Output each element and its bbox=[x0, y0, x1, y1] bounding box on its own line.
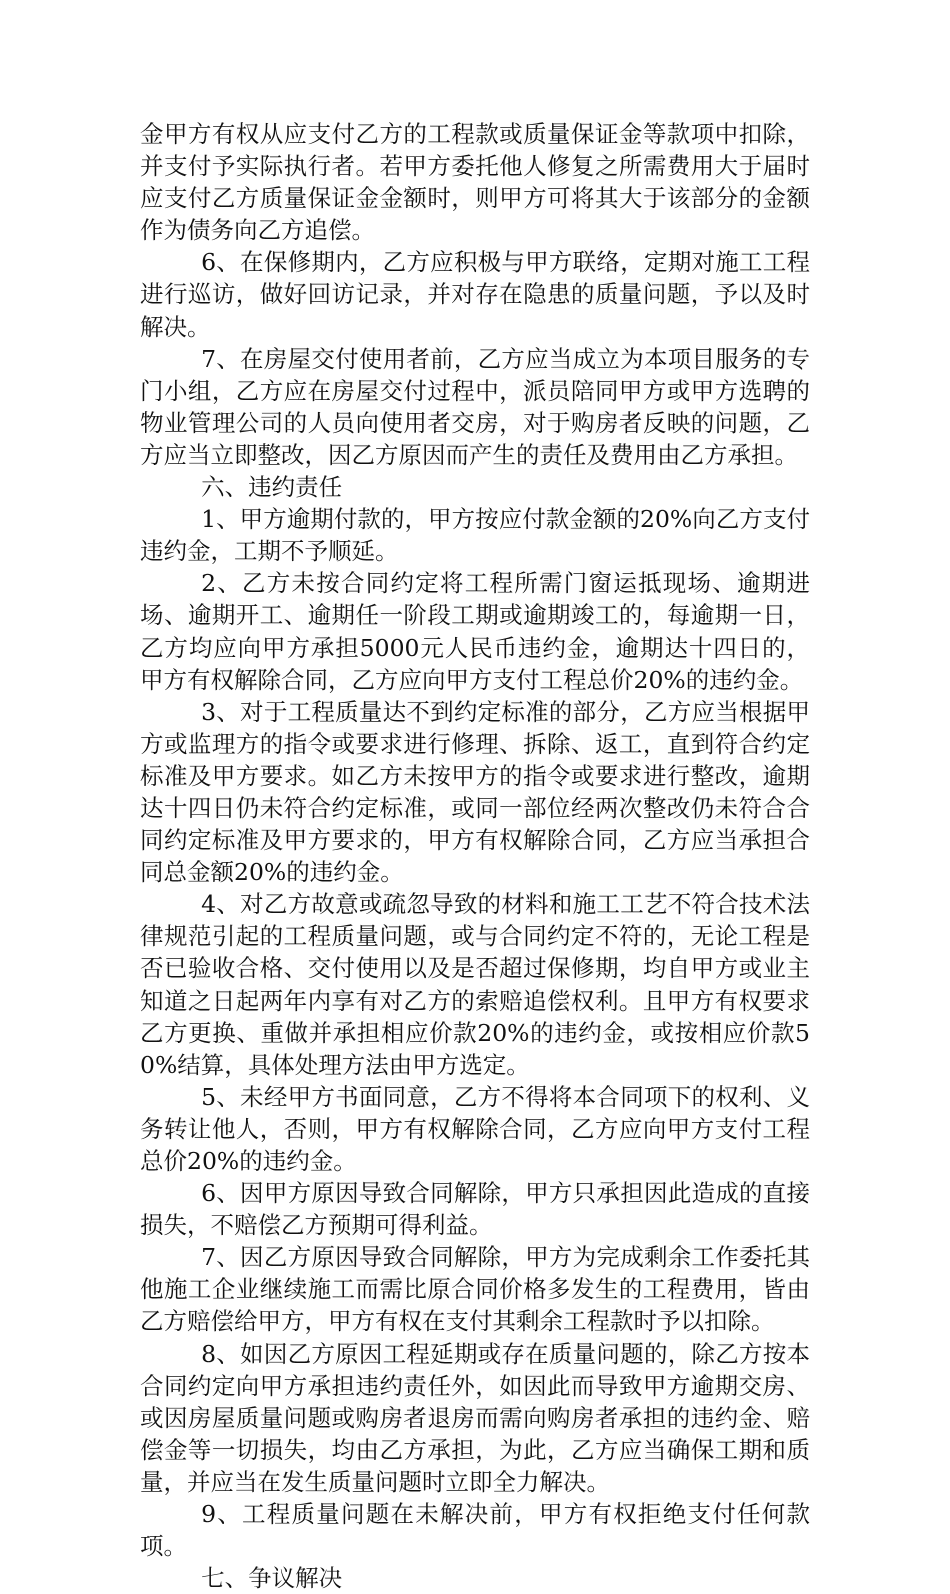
paragraph-breach-7: 7、因乙方原因导致合同解除，甲方为完成剩余工作委托其他施工企业继续施工而需比原合同价格多发生的工程费用，皆由乙方赔偿给甲方，甲方有权在支付其剩余工程款时予以扣除。 bbox=[140, 1243, 810, 1336]
paragraph-breach-1: 1、甲方逾期付款的，甲方按应付款金额的20%向乙方支付违约金，工期不予顺延。 bbox=[140, 505, 810, 566]
paragraph-breach-4: 4、对乙方故意或疏忽导致的材料和施工工艺不符合技术法律规范引起的工程质量问题，或与合同约定不符的，无论工程是否已验收合格、交付使用以及是否超过保修期，均自甲方或业主知道之日起两年内享有对乙方的索赔追偿权利。且甲方有权要求乙方更换、重做并承担相应价款20%的违约金，或按相应价款50%结算，具体处理方法由甲方选定。 bbox=[140, 890, 810, 1079]
paragraph-breach-8: 8、如因乙方原因工程延期或存在质量问题的，除乙方按本合同约定向甲方承担违约责任外，如因此而导致甲方逾期交房、或因房屋质量问题或购房者退房而需向购房者承担的违约金、赔偿金等一切损失，均由乙方承担，为此，乙方应当确保工期和质量，并应当在发生质量问题时立即全力解决。 bbox=[140, 1339, 810, 1496]
paragraph-breach-6: 6、因甲方原因导致合同解除，甲方只承担因此造成的直接损失，不赔偿乙方预期可得利益。 bbox=[140, 1179, 810, 1240]
document-page bbox=[140, 118, 810, 1594]
section-heading-breach-liability: 六、违约责任 bbox=[201, 473, 343, 502]
paragraph-continuation: 金甲方有权从应支付乙方的工程款或质量保证金等款项中扣除，并支付予实际执行者。若甲方委托他人修复之所需费用大于届时应支付乙方质量保证金金额时，则甲方可将其大于该部分的金额作为债务向乙方追偿。 bbox=[140, 120, 810, 245]
paragraph-breach-9: 9、工程质量问题在未解决前，甲方有权拒绝支付任何款项。 bbox=[140, 1500, 810, 1561]
paragraph-clause-7-handover: 7、在房屋交付使用者前，乙方应当成立为本项目服务的专门小组，乙方应在房屋交付过程中，派员陪同甲方或甲方选聘的物业管理公司的人员向使用者交房，对于购房者反映的问题，乙方应当立即整改，因乙方原因而产生的责任及费用由乙方承担。 bbox=[140, 344, 810, 469]
paragraph-breach-3: 3、对于工程质量达不到约定标准的部分，乙方应当根据甲方或监理方的指令或要求进行修理、拆除、返工，直到符合约定标准及甲方要求。如乙方未按甲方的指令或要求进行整改，逾期达十四日仍未符合约定标准，或同一部位经两次整改仍未符合合同约定标准及甲方要求的，甲方有权解除合同，乙方应当承担合同总金额20%的违约金。 bbox=[140, 697, 810, 887]
paragraph-clause-6-warranty-visits: 6、在保修期内，乙方应积极与甲方联络，定期对施工工程进行巡访，做好回访记录，并对存在隐患的质量问题，予以及时解决。 bbox=[140, 248, 810, 341]
section-heading-dispute-resolution: 七、争议解决 bbox=[201, 1564, 343, 1593]
paragraph-breach-5: 5、未经甲方书面同意，乙方不得将本合同项下的权利、义务转让他人，否则，甲方有权解除合同，乙方应向甲方支付工程总价20%的违约金。 bbox=[140, 1082, 810, 1175]
paragraph-breach-2: 2、乙方未按合同约定将工程所需门窗运抵现场、逾期进场、逾期开工、逾期任一阶段工期或逾期竣工的，每逾期一日，乙方均应向甲方承担5000元人民币违约金，逾期达十四日的，甲方有权解除合同，乙方应向甲方支付工程总价20%的违约金。 bbox=[140, 569, 810, 694]
